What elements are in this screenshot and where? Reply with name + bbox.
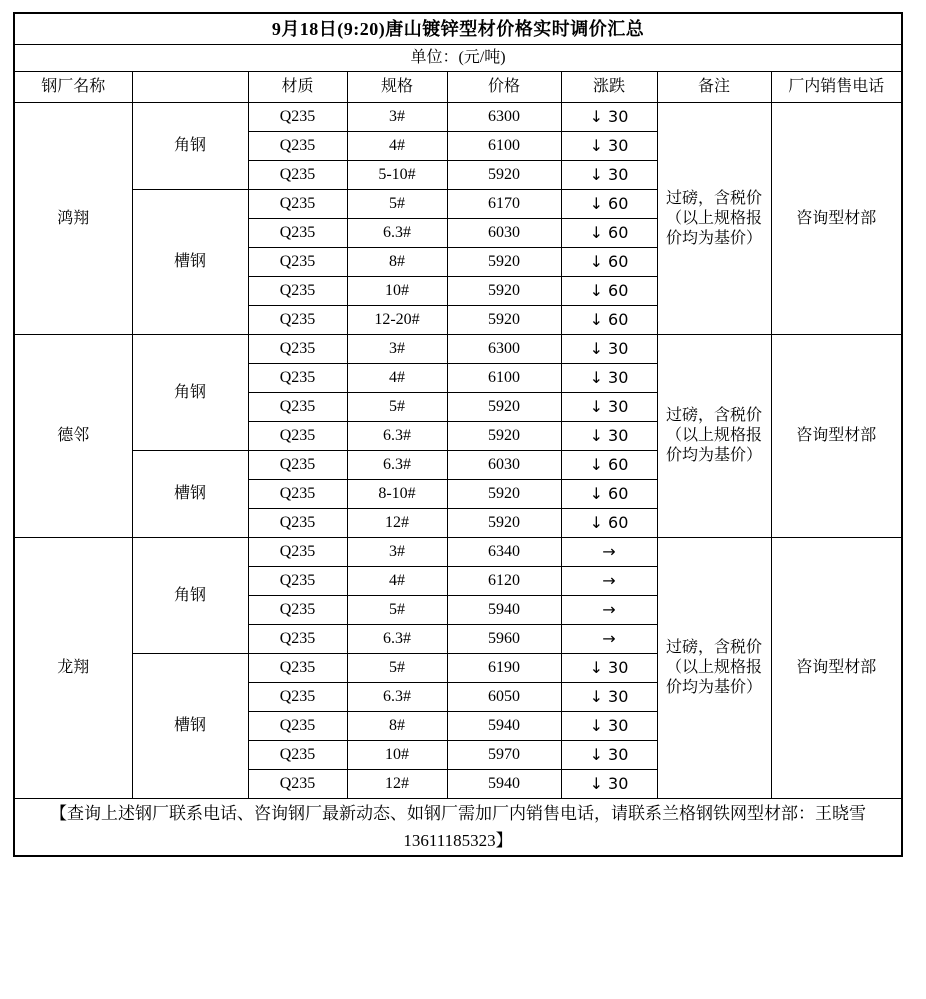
table-row	[14, 538, 902, 567]
cell-change: ↓ 60	[561, 219, 657, 248]
cell-spec: 12#	[347, 509, 447, 538]
cell-price: 6120	[447, 567, 561, 596]
cell-spec: 8-10#	[347, 480, 447, 509]
category-cell: 角钢	[132, 103, 248, 190]
cell-change: ↓ 30	[561, 335, 657, 364]
col-header-phone: 厂内销售电话	[771, 72, 902, 103]
cell-spec: 5-10#	[347, 161, 447, 190]
cell-change: ↓ 30	[561, 364, 657, 393]
cell-change: ↓ 30	[561, 132, 657, 161]
cell-spec: 10#	[347, 741, 447, 770]
cell-change: ↓ 30	[561, 712, 657, 741]
cell-spec: 8#	[347, 712, 447, 741]
cell-spec: 3#	[347, 103, 447, 132]
cell-material: Q235	[248, 132, 347, 161]
cell-material: Q235	[248, 509, 347, 538]
table-row	[14, 335, 902, 364]
cell-material: Q235	[248, 248, 347, 277]
cell-material: Q235	[248, 770, 347, 799]
cell-material: Q235	[248, 480, 347, 509]
cell-price: 6190	[447, 654, 561, 683]
cell-price: 5920	[447, 509, 561, 538]
factory-name-cell: 德邻	[14, 335, 132, 538]
category-cell: 槽钢	[132, 654, 248, 799]
cell-change: ↓ 30	[561, 422, 657, 451]
cell-spec: 6.3#	[347, 683, 447, 712]
cell-price: 5940	[447, 770, 561, 799]
cell-material: Q235	[248, 161, 347, 190]
cell-price: 5920	[447, 393, 561, 422]
cell-change: ↓ 30	[561, 103, 657, 132]
cell-material: Q235	[248, 625, 347, 654]
cell-price: 6030	[447, 219, 561, 248]
footer-contact-note: 【查询上述钢厂联系电话、咨询钢厂最新动态、如钢厂需加厂内销售电话，请联系兰格钢铁网型材部：王晓雪13611185323】	[14, 799, 902, 857]
cell-change: ↓ 30	[561, 393, 657, 422]
cell-change: ↓ 60	[561, 277, 657, 306]
cell-change: ↓ 30	[561, 683, 657, 712]
cell-material: Q235	[248, 422, 347, 451]
page-title: 9月18日(9:20)唐山镀锌型材价格实时调价汇总	[14, 13, 902, 45]
col-header-spec: 规格	[347, 72, 447, 103]
cell-price: 6300	[447, 103, 561, 132]
cell-material: Q235	[248, 190, 347, 219]
cell-material: Q235	[248, 277, 347, 306]
cell-material: Q235	[248, 364, 347, 393]
cell-price: 6100	[447, 364, 561, 393]
col-header-material: 材质	[248, 72, 347, 103]
table-row	[14, 799, 902, 857]
category-cell: 角钢	[132, 538, 248, 654]
cell-material: Q235	[248, 567, 347, 596]
category-cell: 角钢	[132, 335, 248, 451]
cell-price: 6300	[447, 335, 561, 364]
table-header-row	[14, 72, 902, 103]
cell-price: 5940	[447, 712, 561, 741]
cell-price: 5920	[447, 480, 561, 509]
category-cell: 槽钢	[132, 451, 248, 538]
cell-price: 6170	[447, 190, 561, 219]
cell-change: ↓ 60	[561, 306, 657, 335]
cell-spec: 8#	[347, 248, 447, 277]
cell-change: ↓ 60	[561, 509, 657, 538]
cell-spec: 4#	[347, 567, 447, 596]
cell-material: Q235	[248, 219, 347, 248]
cell-material: Q235	[248, 741, 347, 770]
cell-change: →	[561, 596, 657, 625]
price-table	[13, 12, 903, 857]
cell-material: Q235	[248, 306, 347, 335]
cell-price: 5940	[447, 596, 561, 625]
cell-change: ↓ 60	[561, 248, 657, 277]
table-row	[14, 45, 902, 72]
cell-price: 5920	[447, 248, 561, 277]
table-row	[14, 13, 902, 45]
cell-spec: 6.3#	[347, 451, 447, 480]
cell-price: 6340	[447, 538, 561, 567]
unit-label: 单位：(元/吨)	[14, 45, 902, 72]
cell-material: Q235	[248, 103, 347, 132]
col-header-factory: 钢厂名称	[14, 72, 132, 103]
col-header-change: 涨跌	[561, 72, 657, 103]
cell-spec: 4#	[347, 364, 447, 393]
cell-material: Q235	[248, 393, 347, 422]
phone-cell: 咨询型材部	[771, 538, 902, 799]
cell-spec: 3#	[347, 335, 447, 364]
cell-material: Q235	[248, 712, 347, 741]
cell-price: 5920	[447, 161, 561, 190]
cell-spec: 6.3#	[347, 422, 447, 451]
cell-spec: 5#	[347, 393, 447, 422]
cell-price: 6050	[447, 683, 561, 712]
cell-change: ↓ 30	[561, 161, 657, 190]
cell-change: ↓ 30	[561, 770, 657, 799]
cell-price: 5920	[447, 306, 561, 335]
cell-spec: 5#	[347, 190, 447, 219]
col-header-category	[132, 72, 248, 103]
cell-spec: 6.3#	[347, 219, 447, 248]
cell-material: Q235	[248, 596, 347, 625]
cell-spec: 5#	[347, 596, 447, 625]
cell-price: 5970	[447, 741, 561, 770]
cell-spec: 12#	[347, 770, 447, 799]
cell-material: Q235	[248, 335, 347, 364]
remark-cell: 过磅，含税价（以上规格报价均为基价）	[657, 538, 771, 799]
factory-name-cell: 鸿翔	[14, 103, 132, 335]
factory-name-cell: 龙翔	[14, 538, 132, 799]
cell-material: Q235	[248, 451, 347, 480]
cell-material: Q235	[248, 654, 347, 683]
cell-spec: 4#	[347, 132, 447, 161]
cell-material: Q235	[248, 538, 347, 567]
cell-material: Q235	[248, 683, 347, 712]
table-row	[14, 103, 902, 132]
cell-spec: 10#	[347, 277, 447, 306]
cell-spec: 5#	[347, 654, 447, 683]
cell-change: ↓ 30	[561, 741, 657, 770]
category-cell: 槽钢	[132, 190, 248, 335]
cell-spec: 6.3#	[347, 625, 447, 654]
col-header-price: 价格	[447, 72, 561, 103]
cell-change: →	[561, 567, 657, 596]
cell-spec: 12-20#	[347, 306, 447, 335]
phone-cell: 咨询型材部	[771, 103, 902, 335]
cell-price: 5920	[447, 277, 561, 306]
phone-cell: 咨询型材部	[771, 335, 902, 538]
cell-change: →	[561, 625, 657, 654]
cell-price: 5920	[447, 422, 561, 451]
remark-cell: 过磅，含税价（以上规格报价均为基价）	[657, 103, 771, 335]
cell-change: →	[561, 538, 657, 567]
cell-change: ↓ 60	[561, 451, 657, 480]
col-header-remark: 备注	[657, 72, 771, 103]
remark-cell: 过磅，含税价（以上规格报价均为基价）	[657, 335, 771, 538]
cell-change: ↓ 60	[561, 190, 657, 219]
cell-spec: 3#	[347, 538, 447, 567]
cell-price: 6030	[447, 451, 561, 480]
cell-change: ↓ 30	[561, 654, 657, 683]
cell-price: 5960	[447, 625, 561, 654]
cell-change: ↓ 60	[561, 480, 657, 509]
cell-price: 6100	[447, 132, 561, 161]
